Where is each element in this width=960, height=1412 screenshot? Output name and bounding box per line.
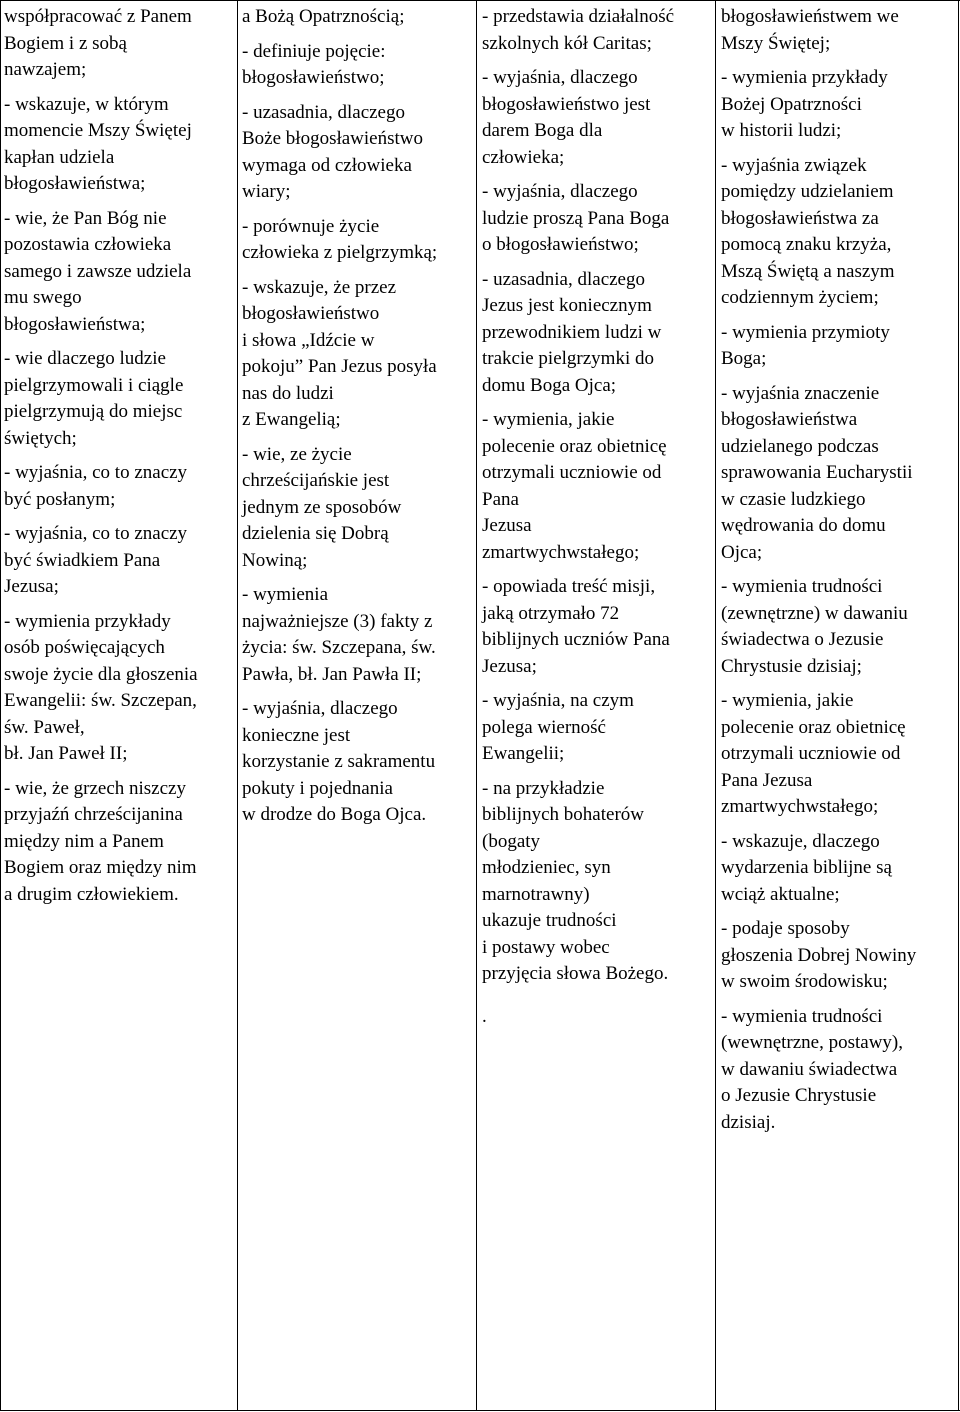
column-divider-2 xyxy=(476,0,477,1410)
text-line: Pana xyxy=(482,488,519,510)
table-top-border xyxy=(0,0,960,1)
text-line: błogosławieństwo; xyxy=(242,67,385,88)
text-line: - wymienia, jakie xyxy=(482,409,615,430)
text-line: - wymienia przymioty xyxy=(721,321,890,343)
text-line: bł. Jan Paweł II; xyxy=(4,743,128,764)
text-line: ukazuje trudności xyxy=(482,910,617,931)
text-line: głoszenia Dobrej Nowiny xyxy=(721,944,917,966)
text-line: przewodnikiem ludzi w xyxy=(482,321,662,343)
text-line: polecenie oraz obietnicę xyxy=(721,716,906,738)
text-line: - wyjaśnia, co to znaczy xyxy=(4,523,188,544)
spacer xyxy=(482,988,712,996)
text-line: codziennym życiem; xyxy=(721,287,879,308)
text-line: Ewangelii; xyxy=(482,743,565,764)
spacer xyxy=(482,566,712,574)
text-line: otrzymali uczniowie od xyxy=(482,462,662,483)
text-line: Ewangelii: św. Szczepan, xyxy=(4,690,197,711)
text-line: Mszą Świętą a naszym xyxy=(721,260,895,282)
spacer xyxy=(242,92,473,100)
text-line: pokoju” Pan Jezus posyła xyxy=(242,356,437,377)
spacer xyxy=(721,312,955,320)
text-line: jaką otrzymało 72 xyxy=(482,602,620,624)
text-line: błogosławieństwa xyxy=(721,409,858,430)
column-divider-3 xyxy=(715,0,716,1410)
text-line: Bogiem oraz między nim xyxy=(4,857,197,878)
spacer xyxy=(721,57,955,65)
text-line: pomocą znaku krzyża, xyxy=(721,234,892,255)
text-line: błogosławieństwo jest xyxy=(482,93,651,115)
text-line: Mszy Świętej; xyxy=(721,32,831,54)
text-line: Boga; xyxy=(721,348,767,369)
text-line: - wyjaśnia znaczenie xyxy=(721,382,880,404)
text-line: człowieka; xyxy=(482,146,565,168)
text-line: biblijnych bohaterów xyxy=(482,804,644,825)
text-line: - wyjaśnia, na czym xyxy=(482,690,634,711)
spacer xyxy=(721,680,955,688)
text-line: między nim a Panem xyxy=(4,830,164,852)
text-line: Nowiną; xyxy=(242,549,308,571)
text-line: szkolnych kół Caritas; xyxy=(482,32,652,54)
text-line: osób poświęcających xyxy=(4,637,165,658)
text-line: . xyxy=(482,1005,487,1027)
text-line: - wyjaśnia, dlaczego xyxy=(482,181,638,202)
text-line: - wymienia trudności xyxy=(721,1005,883,1027)
text-line: - wymienia trudności xyxy=(721,576,883,597)
text-line: przyjaźń chrześcijanina xyxy=(4,804,183,825)
text-line: Pana Jezusa xyxy=(721,769,813,791)
text-line: być posłanym; xyxy=(4,488,116,510)
text-line: pomiędzy udzielaniem xyxy=(721,181,894,202)
text-line: i słowa „Idźcie w xyxy=(242,329,375,351)
spacer xyxy=(721,373,955,381)
text-line: otrzymali uczniowie od xyxy=(721,743,901,764)
spacer xyxy=(721,908,955,916)
spacer xyxy=(721,821,955,829)
spacer xyxy=(4,84,234,92)
text-line: ludzie proszą Pana Boga xyxy=(482,207,670,229)
text-line: zmartwychwstałego; xyxy=(482,541,640,563)
text-line: w historii ludzi; xyxy=(721,120,842,141)
column-divider-1 xyxy=(237,0,238,1410)
text-line: błogosławieństwem we xyxy=(721,6,899,27)
text-line: marnotrawny) xyxy=(482,883,590,905)
text-line: a Bożą Opatrznością; xyxy=(242,6,405,27)
text-line: wędrowania do domu xyxy=(721,515,886,536)
text-line: - uzasadnia, dlaczego xyxy=(482,268,645,290)
text-line: - uzasadnia, dlaczego xyxy=(242,101,405,123)
text-line: w dawaniu świadectwa xyxy=(721,1058,898,1080)
spacer xyxy=(242,206,473,214)
spacer xyxy=(482,259,712,267)
spacer xyxy=(482,996,712,1004)
text-line: najważniejsze (3) fakty z xyxy=(242,610,433,632)
text-line: - wie, że grzech niszczy xyxy=(4,777,186,799)
spacer xyxy=(242,434,473,442)
text-line: - przedstawia działalność xyxy=(482,6,675,27)
spacer xyxy=(482,171,712,179)
text-line: swoje życie dla głoszenia xyxy=(4,663,198,685)
column-3 xyxy=(482,4,712,1030)
text-line: Boże błogosławieństwo xyxy=(242,128,424,149)
text-line: a drugim człowiekiem. xyxy=(4,883,179,905)
text-line: - wyjaśnia związek xyxy=(721,154,867,176)
text-line: w swoim środowisku; xyxy=(721,971,888,992)
text-line: - wie, ze życie xyxy=(242,443,352,465)
text-line: - wymienia xyxy=(242,584,329,605)
text-line: - wymienia, jakie xyxy=(721,690,854,711)
text-line: w drodze do Boga Ojca. xyxy=(242,804,427,825)
text-line: Jezusa; xyxy=(482,655,537,677)
text-line: Ojca; xyxy=(721,541,763,563)
text-line: jednym ze sposobów xyxy=(242,496,402,518)
spacer xyxy=(482,680,712,688)
column-2 xyxy=(242,4,473,829)
column-4 xyxy=(721,4,955,1136)
text-line: - wyjaśnia, dlaczego xyxy=(242,698,398,719)
text-line: (zewnętrzne) w dawaniu xyxy=(721,602,908,624)
text-line: być świadkiem Pana xyxy=(4,549,161,571)
table-right-border xyxy=(958,0,959,1410)
spacer xyxy=(4,768,234,776)
text-line: przyjęcia słowa Bożego. xyxy=(482,963,669,984)
spacer xyxy=(4,513,234,521)
text-line: wydarzenia biblijne są xyxy=(721,857,892,878)
text-line: świętych; xyxy=(4,427,77,449)
text-line: - wymienia przykłady xyxy=(4,610,171,632)
text-line: nas do ludzi xyxy=(242,382,334,404)
text-line: - porównuje życie xyxy=(242,215,380,237)
text-line: korzystanie z sakramentu xyxy=(242,751,436,772)
text-line: z Ewangelią; xyxy=(242,409,341,430)
text-line: Jezus jest koniecznym xyxy=(482,295,652,316)
text-line: dzisiaj. xyxy=(721,1111,776,1133)
text-line: Jezusa xyxy=(482,515,532,536)
text-line: błogosławieństwa; xyxy=(4,173,146,194)
text-line: kapłan udziela xyxy=(4,146,115,168)
text-line: konieczne jest xyxy=(242,724,351,746)
text-line: wciąż aktualne; xyxy=(721,883,840,905)
text-line: chrześcijańskie jest xyxy=(242,470,390,491)
text-line: - definiuje pojęcie: xyxy=(242,40,386,62)
text-line: młodzieniec, syn xyxy=(482,857,611,878)
spacer xyxy=(721,145,955,153)
text-line: o błogosławieństwo; xyxy=(482,234,639,255)
text-line: momencie Mszy Świętej xyxy=(4,120,192,141)
text-line: świadectwa o Jezusie xyxy=(721,629,884,650)
text-line: - na przykładzie xyxy=(482,777,605,799)
text-line: o Jezusie Chrystusie xyxy=(721,1085,877,1106)
text-line: trakcie pielgrzymki do xyxy=(482,348,654,369)
text-line: człowieka z pielgrzymką; xyxy=(242,242,438,263)
text-line: błogosławieństwa za xyxy=(721,207,879,229)
text-line: Bożej Opatrzności xyxy=(721,93,862,115)
text-line: wymaga od człowieka xyxy=(242,154,412,176)
text-line: pielgrzymują do miejsc xyxy=(4,401,183,422)
spacer xyxy=(482,768,712,776)
text-line: (wewnętrzne, postawy), xyxy=(721,1032,904,1053)
table-left-border xyxy=(0,0,1,1410)
text-line: - wskazuje, dlaczego xyxy=(721,830,880,852)
spacer xyxy=(4,338,234,346)
text-line: Pawła, bł. Jan Pawła II; xyxy=(242,663,422,685)
spacer xyxy=(4,452,234,460)
spacer xyxy=(242,688,473,696)
text-line: darem Boga dla xyxy=(482,120,603,141)
spacer xyxy=(482,399,712,407)
text-line: zmartwychwstałego; xyxy=(721,796,879,817)
text-line: i postawy wobec xyxy=(482,936,610,958)
text-line: Bogiem i z sobą xyxy=(4,32,127,54)
text-line: polecenie oraz obietnicę xyxy=(482,435,667,457)
spacer xyxy=(721,566,955,574)
text-line: pozostawia człowieka xyxy=(4,234,172,255)
text-line: nawzajem; xyxy=(4,59,87,80)
spacer xyxy=(4,198,234,206)
text-line: dzielenia się Dobrą xyxy=(242,523,389,544)
text-line: udzielanego podczas xyxy=(721,435,879,457)
spacer xyxy=(242,31,473,39)
text-line: sprawowania Eucharystii xyxy=(721,462,913,483)
table-bottom-border xyxy=(0,1410,960,1411)
text-line: - podaje sposoby xyxy=(721,918,850,939)
text-line: domu Boga Ojca; xyxy=(482,374,617,396)
text-line: pielgrzymowali i ciągle xyxy=(4,374,184,396)
text-line: błogosławieństwa; xyxy=(4,313,146,335)
spacer xyxy=(482,57,712,65)
text-line: - wyjaśnia, dlaczego xyxy=(482,67,638,88)
column-1 xyxy=(4,4,234,908)
text-line: Jezusa; xyxy=(4,576,59,597)
text-line: pokuty i pojednania xyxy=(242,777,393,799)
text-line: życia: św. Szczepana, św. xyxy=(242,637,436,658)
text-line: błogosławieństwo xyxy=(242,303,380,324)
text-line: św. Paweł, xyxy=(4,716,85,738)
text-line: - wymienia przykłady xyxy=(721,67,888,88)
text-line: samego i zawsze udziela xyxy=(4,260,192,282)
text-line: - wie, że Pan Bóg nie xyxy=(4,207,167,229)
text-line: polega wierność xyxy=(482,716,606,738)
text-line: - wyjaśnia, co to znaczy xyxy=(4,462,188,483)
text-line: wiary; xyxy=(242,181,291,202)
text-line: - wskazuje, że przez xyxy=(242,276,397,298)
text-line: biblijnych uczniów Pana xyxy=(482,629,670,650)
text-line: w czasie ludzkiego xyxy=(721,488,866,510)
text-line: - wskazuje, w którym xyxy=(4,93,169,115)
text-line: współpracować z Panem xyxy=(4,6,192,27)
text-line: (bogaty xyxy=(482,830,541,852)
text-line: - wie dlaczego ludzie xyxy=(4,348,166,369)
spacer xyxy=(721,996,955,1004)
text-line: - opowiada treść misji, xyxy=(482,576,656,597)
text-line: mu swego xyxy=(4,287,82,308)
spacer xyxy=(242,574,473,582)
spacer xyxy=(242,267,473,275)
spacer xyxy=(4,601,234,609)
text-line: Chrystusie dzisiaj; xyxy=(721,655,862,677)
